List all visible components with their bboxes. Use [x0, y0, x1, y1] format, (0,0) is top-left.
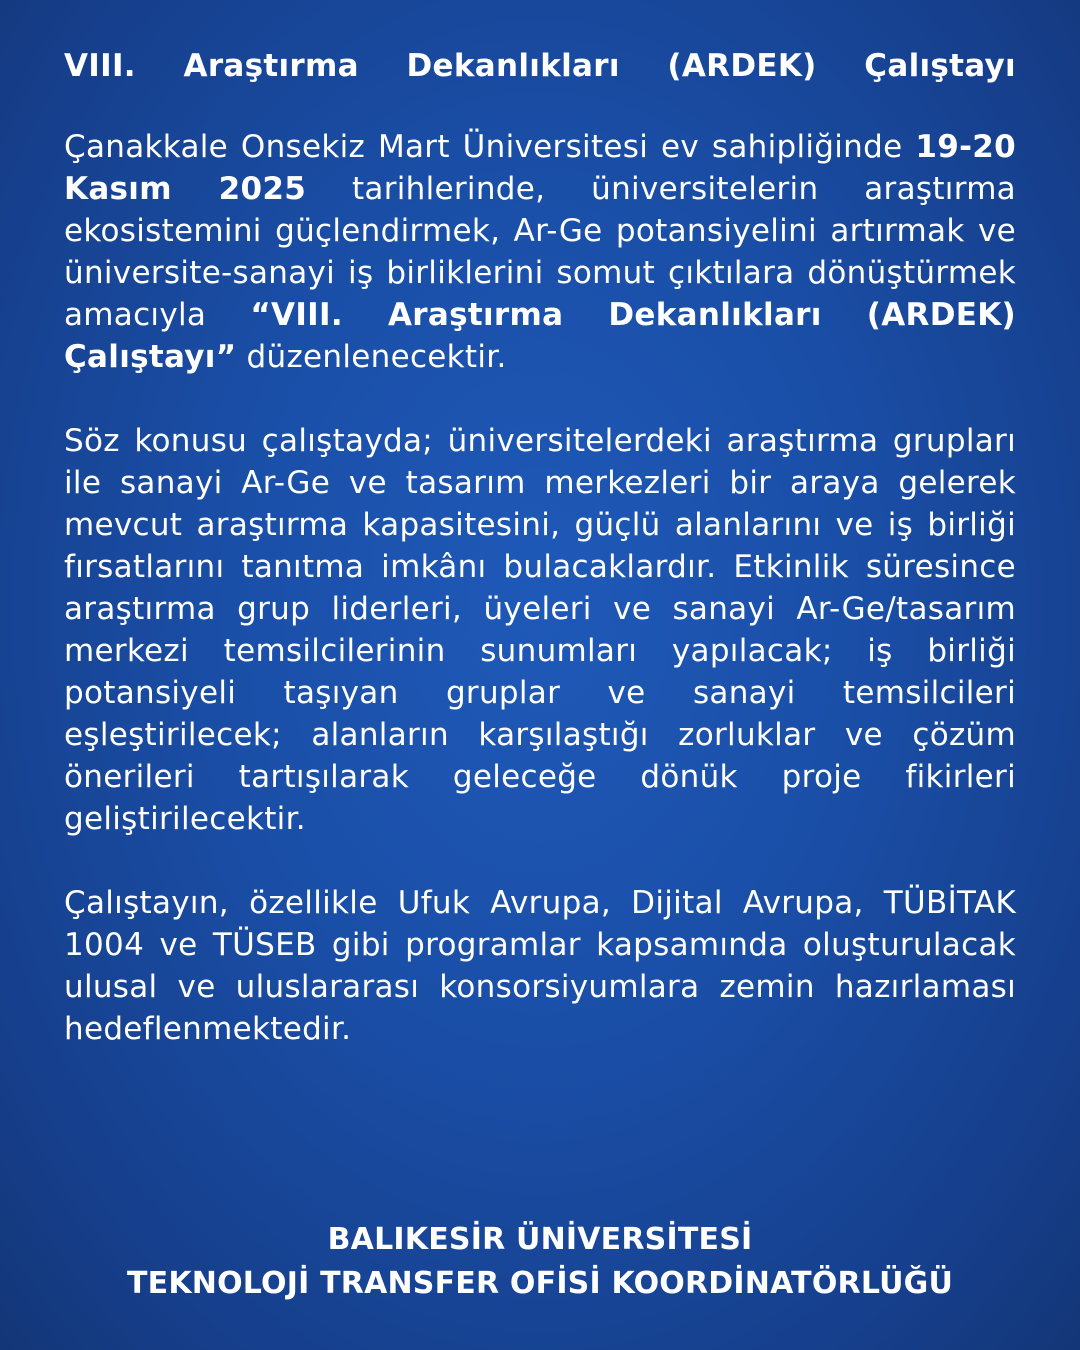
intro-text-start: Çanakkale Onsekiz Mart Üniversitesi ev sahipliğinde: [64, 129, 916, 165]
paragraph-goals-end: hedeflenmektedir.: [64, 1011, 352, 1047]
organization-signature: [0, 1218, 1080, 1306]
announcement-title: VIII. Araştırma Dekanlıkları (ARDEK) Çalıştayı: [64, 48, 1016, 84]
event-date: 19-20 Kasım 2025: [64, 129, 1016, 207]
announcement-body: [64, 42, 1016, 1050]
intro-text-end: düzenlenecektir.: [236, 339, 507, 375]
university-name: BALIKESİR ÜNİVERSİTESİ: [327, 1222, 753, 1257]
office-name: TEKNOLOJİ TRANSFER OFİSİ KOORDİNATÖRLÜĞÜ: [126, 1266, 954, 1301]
paragraph-details: Söz konusu çalıştayda; üniversitelerdeki araştırma grupları ile sanayi Ar-Ge ve tasarım merkezleri bir araya gelerek mevcut araştırma kapasitesini, güçlü alanlarını ve iş birliği fırsatlarını tanıtma imkânı bulacaklardır. Etkinlik süresince araştırma grup liderleri, üyeleri ve sanayi Ar-Ge/tasarım merkezi temsilcilerinin sunumları yapılacak; iş birliği potansiyeli taşıyan gruplar ve sanayi temsilcileri eşleştirilecek; alanların karşılaştığı zorluklar ve çözüm önerileri tartışılarak geleceğe dönük proje fikirleri geliştirilecektir.: [64, 423, 1016, 837]
paragraph-goals: Çalıştayın, özellikle Ufuk Avrupa, Dijital Avrupa, TÜBİTAK 1004 ve TÜSEB gibi programlar kapsamında oluşturulacak ulusal ve uluslararası konsorsiyumlara zemin hazırlaması: [64, 885, 1016, 1005]
intro-text-middle: tarihlerinde, üniversitelerin araştırma ekosistemini güçlendirmek, Ar-Ge potansiyelini artırmak ve üniversite-sanayi iş birliklerini somut çıktılara dönüştürmek amacıyla: [64, 171, 1016, 333]
paragraph-intro: [64, 126, 1016, 378]
event-name-quoted: “VIII. Araştırma Dekanlıkları (ARDEK) Çalıştayı”: [64, 297, 1016, 375]
